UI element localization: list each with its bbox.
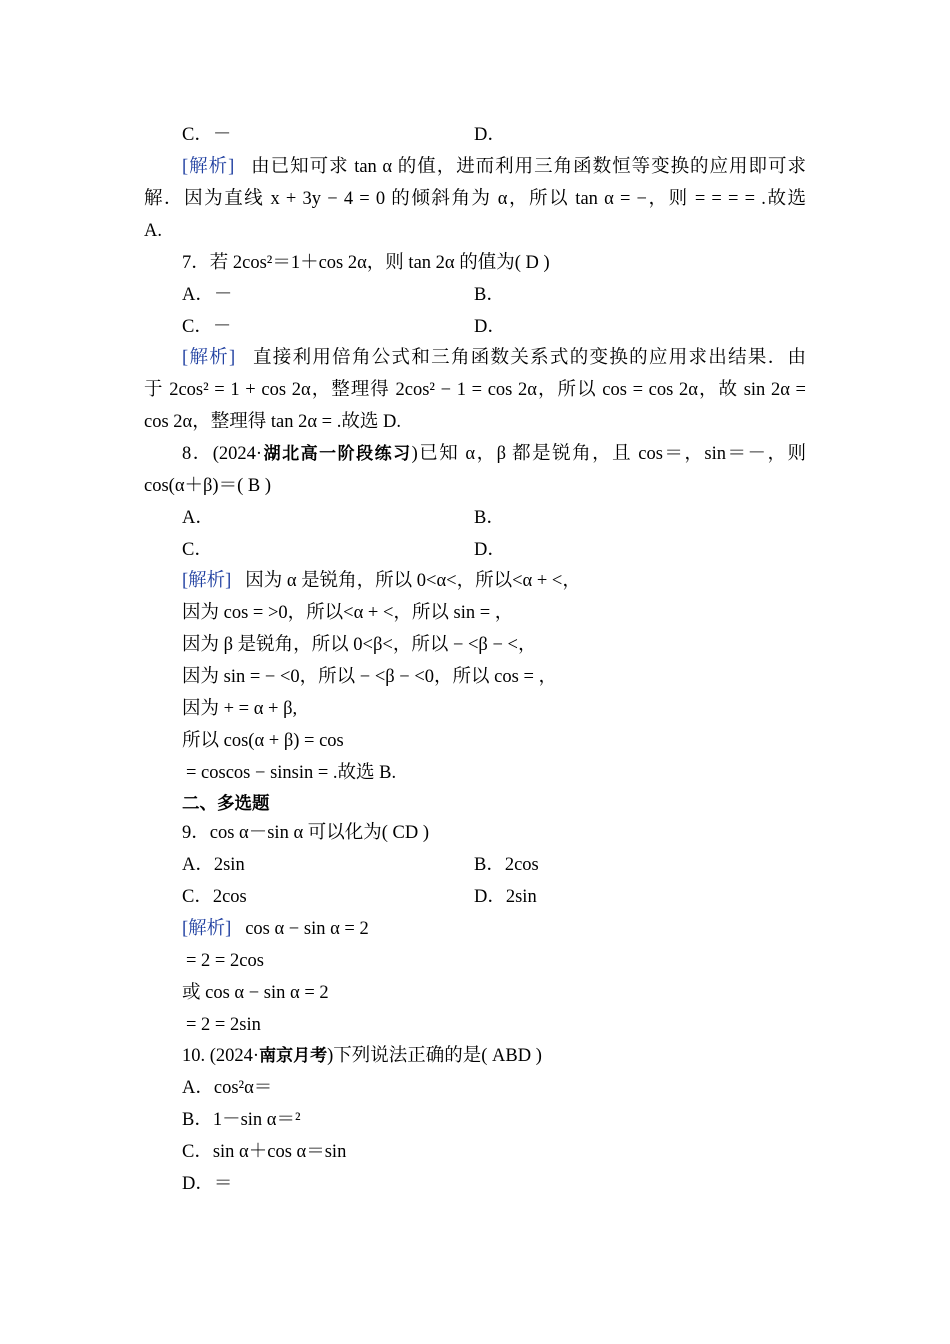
- q10-source: 南京月考: [259, 1046, 328, 1066]
- q8-stem-line1: 8．(2024·湖北高一阶段练习)已知 α，β 都是锐角，且 cos＝，sin＝－，则: [182, 444, 806, 464]
- q9-explanation-line1: [解析] cos α − sin α = 2: [182, 919, 369, 939]
- q7-explanation-line1: [解析] 直接利用倍角公式和三角函数关系式的变换的应用求出结果．由: [182, 348, 806, 368]
- q6-option-d: D．: [474, 125, 506, 145]
- explanation-tag: [解析]: [182, 348, 236, 368]
- q10-option-c: C．sin α＋cos α＝sin: [182, 1142, 347, 1162]
- q8-source: 湖北高一阶段练习: [262, 444, 412, 464]
- explanation-tag: [解析]: [182, 157, 235, 177]
- q9-explanation-line4: = 2 = 2sin: [186, 1015, 261, 1035]
- q9-option-c: C．2cos: [182, 887, 247, 907]
- q10-stem: 10. (2024·南京月考)下列说法正确的是( ABD ): [182, 1046, 542, 1066]
- q9-option-a: A．2sin: [182, 855, 245, 875]
- section-title: 二、多选题: [182, 794, 270, 814]
- q8-option-a: A．: [182, 508, 214, 528]
- q6-explanation-line3: A.: [144, 221, 162, 241]
- q6-explanation-line1: [解析] 由已知可求 tan α 的值，进而利用三角函数恒等变换的应用即可求: [182, 157, 807, 177]
- q6-explanation-line2: 解．因为直线 x + 3y − 4 = 0 的倾斜角为 α，所以 tan α = −，则 = = = = .故选: [144, 189, 806, 209]
- q8-explanation-line7: = coscos − sinsin = .故选 B.: [186, 763, 397, 783]
- q8-explanation-line2: 因为 cos = >0，所以<α + <，所以 sin = ，: [182, 603, 514, 623]
- q8-explanation-line1: [解析] 因为 α 是锐角，所以 0<α<，所以<α + <，: [182, 571, 581, 591]
- q8-explanation-line6: 所以 cos(α + β) = cos: [182, 731, 344, 751]
- q8-explanation-line4: 因为 sin = − <0，所以 − <β − <0，所以 cos = ，: [182, 667, 558, 687]
- q9-explanation-line3: 或 cos α − sin α = 2: [182, 983, 329, 1003]
- explanation-tag: [解析]: [182, 919, 232, 939]
- q7-option-d: D．: [474, 317, 506, 337]
- q8-explanation-line5: 因为 + = α + β,: [182, 699, 298, 719]
- q9-option-d: D．2sin: [474, 887, 537, 907]
- q7-option-a: A．－: [182, 285, 233, 305]
- q10-option-d: D．＝: [182, 1174, 233, 1194]
- q8-option-b: B．: [474, 508, 505, 528]
- q8-option-c: C．: [182, 540, 213, 560]
- q7-stem: 7．若 2cos²＝1＋cos 2α，则 tan 2α 的值为( D ): [182, 253, 550, 273]
- q7-option-c: C．－: [182, 317, 232, 337]
- q8-option-d: D．: [474, 540, 506, 560]
- q8-stem-line2: cos(α＋β)＝( B ): [144, 476, 271, 496]
- q9-option-b: B．2cos: [474, 855, 539, 875]
- explanation-tag: [解析]: [182, 571, 232, 591]
- q10-option-b: B．1－sin α＝²: [182, 1110, 301, 1130]
- q7-option-b: B．: [474, 285, 505, 305]
- q8-explanation-line3: 因为 β 是锐角，所以 0<β<，所以 − <β − <，: [182, 635, 537, 655]
- q7-explanation-line2: 于 2cos² = 1 + cos 2α，整理得 2cos² − 1 = cos 2α，所以 cos = cos 2α，故 sin 2α =: [144, 380, 806, 400]
- q6-option-c: C．－: [182, 125, 232, 145]
- q9-stem: 9．cos α－sin α 可以化为( CD ): [182, 823, 430, 843]
- q9-explanation-line2: = 2 = 2cos: [186, 951, 264, 971]
- q10-option-a: A．cos²α＝: [182, 1078, 273, 1098]
- q7-explanation-line3: cos 2α，整理得 tan 2α = .故选 D.: [144, 412, 401, 432]
